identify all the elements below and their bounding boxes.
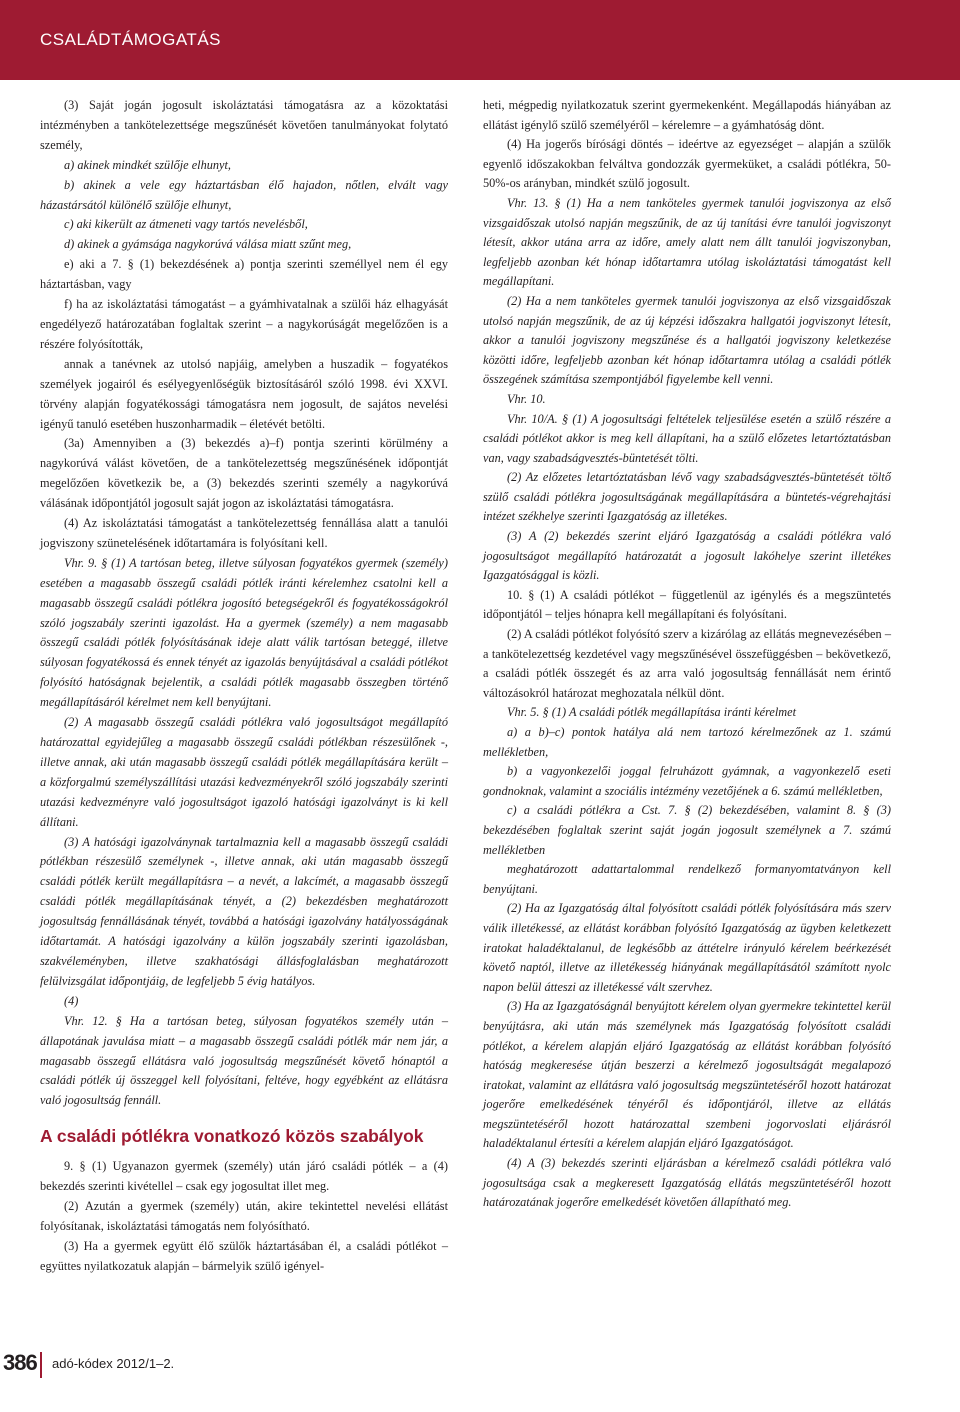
right-column: [483, 96, 891, 1213]
section-title: CSALÁDTÁMOGATÁS: [40, 30, 221, 49]
paragraph: (4) Az iskoláztatási támogatást a tankötelezettség fennállása alatt a tanulói jogviszony szünetelésének időtartamára is folyósítani kell.: [40, 516, 448, 550]
decree-paragraph: b) a vagyonkezelői joggal felruházott gyámnak, a vagyonkezelő eseti gondnoknak, valamint a szociális intézmény vezetőjének a 6. számú mellékletben,: [483, 764, 891, 798]
decree-paragraph: (2) A magasabb összegű családi pótlékra való jogosultságot megállapító határozattal egyidejűleg a magasabb összegű családi pótlékban részesülőnek -, illetve annak, aki után magasabb összegű családi pótlék megállapítására került – a közforgalmú személyszállítási utazási kedvezményekről szóló jogszabály szerinti utazási kedvezményre való jogosultságot igazoló hatósági igazolványt is ki kell állítani.: [40, 715, 448, 829]
decree-paragraph: (4) A (3) bekezdés szerinti eljárásban a kérelmező családi pótlékra való jogosultsága csak a megkeresett Igazgatóság ellátás megszüntetéséről hozott határozatának jogerőre emelkedését követően állapítható meg.: [483, 1156, 891, 1210]
paragraph: (4) Ha jogerős bírósági döntés – ideértve az egyezséget – alapján a szülők egyenlő időszakokban felváltva gondozzák gyermeküket, a családi pótlékra, 50-50%-os arányban, mindkét szülő jogosult.: [483, 137, 891, 191]
decree-paragraph: Vhr. 10/A. § (1) A jogosultsági feltételek teljesülése esetén a szülő részére a családi pótlékot akkor is meg kell állapítani, ha a szülő előzetes letartóztatásban van, vagy szabadságvesztés-büntetését tölti.: [483, 411, 891, 465]
paragraph: (3) Saját jogán jogosult iskoláztatási támogatásra az a közoktatási intézményben a tankötelezettsége megszűnését követően tanulmányokat folytató személy,: [40, 98, 448, 152]
section-header-bar: [0, 0, 960, 80]
paragraph: annak a tanévnek az utolsó napjáig, amelyben a huszadik – fogyatékos személyek jogairól és esélyegyenlőségük biztosításáról szóló 1998. évi XXVI. törvény alapján fogyatékossági támogatásra nem jogosult, de sajátos nevelési igényű tanuló esetében huszonharmadik – életévét betölti.: [40, 356, 448, 431]
paragraph: (3) Ha a gyermek együtt élő szülők háztartásában él, a családi pótlékot – együttes nyilatkozatuk alapján – bármelyik szülő igényel-: [40, 1238, 448, 1273]
paragraph: (2) Azután a gyermek (személy) után, akire tekintettel nevelési ellátást folyósítanak, iskoláztatási támogatás nem folyósítható.: [40, 1199, 448, 1233]
list-item: f) ha az iskoláztatási támogatást – a gyámhivatalnak a szülői ház elhagyását engedélyező határozatában foglaltak szerint – a nagykorúságát megelőzően is a részére folyósították,: [40, 297, 448, 351]
paragraph: (2) A családi pótlékot folyósító szerv a kizárólag az ellátás megnevezésében – a tankötelezettség kezdetével vagy megszűnésével összefüggésben – bekövetkező, a családi pótlék összegét és az arra való jogosultság fennállását nem érintő változásokról határozat meghozatala nélkül dönt.: [483, 627, 891, 700]
paragraph: 10. § (1) A családi pótlékot – függetlenül az igénylés és a megszüntetés időpontjától – teljes hónapra kell megállapítani és folyósítani.: [483, 587, 891, 622]
decree-paragraph: (2) Ha az Igazgatóság által folyósított családi pótlék folyósítására más szerv válik illetékessé, az ellátást korábban folyósító Igazgatóság az ügyben keletkezett iratokat haladéktalanul, de legkésőbb az áttételre irányuló kérelem beérkezését követő naptól, illetve az illetékesség hiányának megállapításától számított nyolc napon belül átteszi az illetékessé vált szervhez.: [483, 901, 891, 994]
decree-paragraph: (3) A (2) bekezdés szerint eljáró Igazgatóság a családi pótlékra való jogosultságot megállapító határozatát a jogosult lakóhelye szerint illetékes Igazgatósággal is közli.: [483, 529, 891, 583]
decree-paragraph: a) a b)–c) pontok hatálya alá nem tartozó kérelmezőnek az 1. számú mellékletben,: [483, 725, 891, 759]
decree-paragraph: Vhr. 10.: [507, 391, 546, 406]
list-item: b) akinek a vele egy háztartásban élő hajadon, nőtlen, elvált vagy házastársától különélő szülője elhunyt,: [40, 177, 448, 212]
list-item: a) akinek mindkét szülője elhunyt,: [64, 157, 231, 172]
decree-paragraph: Vhr. 12. § Ha a tartósan beteg, súlyosan fogyatékos személy után – állapotának javulása miatt – a magasabb összegű családi pótlék már nem jár, a magasabb összegű ellátásra való jogosultság megszűnését követő hónaptól a családi pótlék új összeggel kell folyósítani, feltéve, hogy egyébként az ellátásra való jogosultság fennáll.: [40, 1013, 448, 1108]
decree-paragraph: (4): [64, 993, 79, 1008]
paragraph: heti, mégpedig nyilatkozatuk szerint gyermekenként. Megállapodás hiányában az ellátást igénylő szülő személyéről – kérelemre – a gyámhatóság dönt.: [483, 98, 891, 132]
decree-paragraph: Vhr. 13. § (1) Ha a nem tanköteles gyermek tanulói jogviszonya az első vizsgaidőszak utolsó napján megszűnik, de az új tanítási évre tanulói jogviszonyt létesít, akkor utána arra az időre, amely alatt nem állt tanulói jogviszonyban, legfeljebb azonban két hónap időtartamra utólag iskoláztatási támogatást kell megállapítani.: [483, 195, 891, 289]
list-item: d) akinek a gyámsága nagykorúvá válása miatt szűnt meg,: [64, 237, 352, 252]
paragraph: 9. § (1) Ugyanazon gyermek (személy) után járó családi pótlék – a (4) bekezdés szerinti kivétellel – csak egy jogosultat illet meg.: [40, 1159, 448, 1194]
list-item: e) aki a 7. § (1) bekezdésének a) pontja szerinti személlyel nem él egy háztartásban, vagy: [40, 257, 448, 292]
list-item: c) aki kikerült az átmeneti vagy tartós nevelésből,: [64, 217, 308, 232]
decree-paragraph: c) a családi pótlékra a Cst. 7. § (2) bekezdésében, valamint 8. § (3) bekezdésében foglaltak szerint saját jogán jogosult személynek a 7. számú mellékletben: [483, 803, 891, 857]
decree-paragraph: (2) Az előzetes letartóztatásban lévő vagy szabadságvesztés-büntetését töltő szülő családi pótlékra jogosultságának megállapítására a büntetés-végrehajtási intézet székhelye szerinti Igazgatóság az illetékes.: [483, 470, 891, 524]
decree-paragraph: Vhr. 9. § (1) A tartósan beteg, illetve súlyosan fogyatékos gyermek (személy) esetében a magasabb összegű családi pótlék iránti kérelemhez csatolni kell a magasabb összegű családi pótlékra jogosító betegségekről és fogyatékosságokról szóló jogszabály szerinti igazolást. Ha a gyermek (személy) a nem magasabb összegű családi pótlék folyósításának ideje alatt válik tartósan beteggé, illetve súlyosan fogyatékossá és ennek tényét az igazolás benyújtásával a családi pótlékot folyósító hatóságnak bejelentik, a családi pótlék magasabb összegben történő megállapításáról kérelmet nem kell benyújtani.: [40, 555, 448, 710]
decree-paragraph: meghatározott adattartalommal rendelkező formanyomtatványon kell benyújtani.: [483, 862, 891, 896]
page-footer: [0, 1350, 960, 1380]
page-number: 386: [3, 1350, 37, 1375]
decree-paragraph: (2) Ha a nem tanköteles gyermek tanulói jogviszonya az első vizsgaidőszak utolsó napján megszűnik, de az új képzési időszakra hallgatói jogviszonyt létesít, akkor a tanulói jogviszony megszűnése és a hallgatói jogviszony keletkezése közötti időre, legfeljebb azonban két hónap időtartamra utólag a családi pótlék összegének számítása szempontjából figyelembe kell venni.: [483, 293, 891, 387]
footer-divider: [40, 1352, 42, 1378]
left-column: [40, 96, 448, 1277]
paragraph: (3a) Amennyiben a (3) bekezdés a)–f) pontja szerinti körülmény a nagykorúvá válást követően, de a tankötelezettség megszűnésének időpontját megelőzően következik be, a (3) bekezdés szerinti személy a nagykorúvá válásának időpontjától jogosult saját jogon az iskoláztatási támogatásra.: [40, 436, 448, 511]
section-heading: A családi pótlékra vonatkozó közös szabályok: [40, 1126, 424, 1147]
publication-name: adó-kódex 2012/1–2.: [52, 1356, 175, 1371]
decree-paragraph: (3) A hatósági igazolványnak tartalmaznia kell a magasabb összegű családi pótlékban részesülő személynek -, illetve annak, aki után magasabb összegű családi pótlék került megállapításra – a nevét, a lakcímét, a magasabb összegű családi pótlék megállapításának tényét, a (2) bekezdésben meghatározott jogosultság fennállásának tényét, továbbá a hatósági igazolvány hatályosságának időtartamát. A hatósági igazolvány a külön jogszabály szerinti igazolásban, szakvéleményben, illetve szakhatósági állásfoglalásban meghatározott felülvizsgálat időpontjáig, de legfeljebb 5 évig hatályos.: [40, 834, 448, 988]
decree-paragraph: Vhr. 5. § (1) A családi pótlék megállapítása iránti kérelmet: [507, 705, 797, 720]
decree-paragraph: (3) Ha az Igazgatóságnál benyújtott kérelem olyan gyermekre tekintettel kerül benyújtásra, aki után más személynek más Igazgatóság folyósított családi pótlékot, a kérelem alapján eljáró Igazgatóság az ellátást korábban folyósító hatóság megkeresése útján beszerzi a kérelmező jogosultságát megalapozó iratokat, valamint az ellátásra való jogosultság megszüntetéséről hozott határozat jogerőre emelkedésének tényéről és időpontjáról, illetve az ellátás megszüntetéséről hozott határozattal szembeni jogorvoslati eljárásról haladéktalanul értesíti a kérelem alapján eljáró Igazgatóságot.: [483, 999, 891, 1151]
